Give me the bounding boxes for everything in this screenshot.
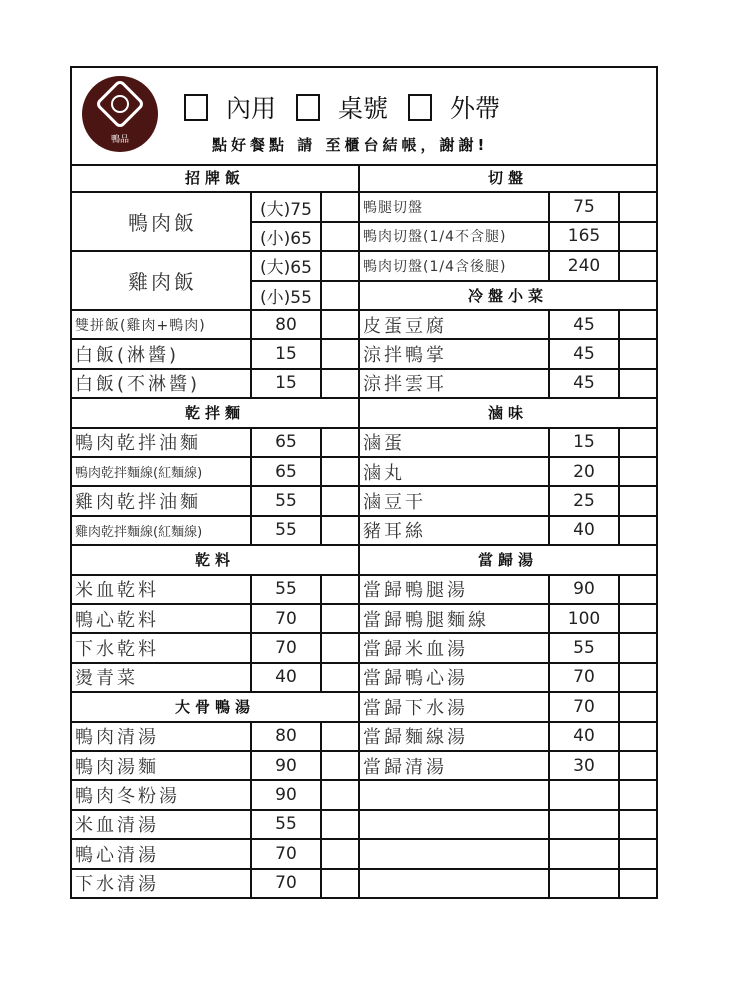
menu-item-name: 豬耳絲	[363, 521, 426, 543]
checkbox-takeout[interactable]	[408, 94, 432, 121]
checkbox-table-number[interactable]	[296, 94, 320, 121]
menu-item-name: 燙青菜	[75, 668, 138, 690]
menu-item-name: 滷丸	[363, 462, 405, 484]
menu-item-price: 15	[250, 340, 320, 367]
menu-item-name	[360, 811, 548, 838]
menu-item-name	[360, 840, 548, 867]
menu-item-row[interactable]	[72, 752, 358, 781]
size-price: (大)65	[250, 252, 320, 279]
option-label: 桌號	[338, 94, 389, 123]
quantity-cell[interactable]	[618, 370, 656, 397]
menu-item-price: 70	[250, 840, 320, 867]
menu-item-name	[360, 781, 548, 808]
quantity-cell[interactable]	[320, 664, 358, 691]
menu-item-price: 70	[548, 693, 618, 720]
menu-item-row[interactable]	[72, 840, 358, 869]
quantity-cell[interactable]	[320, 781, 358, 808]
menu-item-row[interactable]	[72, 517, 358, 546]
menu-item-name: 雙拼飯(雞肉+鴨肉)	[75, 317, 206, 334]
menu-item-price: 55	[250, 811, 320, 838]
menu-item-name: 白飯(不淋醬)	[75, 374, 201, 396]
menu-item-name: 雞肉飯	[128, 270, 197, 295]
menu-item-name: 鴨腿切盤	[363, 200, 423, 217]
menu-item-name: 皮蛋豆腐	[363, 315, 447, 337]
menu-item-row[interactable]	[360, 664, 656, 693]
menu-item-name: 鴨心清湯	[75, 844, 159, 866]
menu-item-row[interactable]	[72, 429, 358, 458]
menu-item-row[interactable]	[360, 752, 656, 781]
section-header	[360, 282, 656, 311]
menu-item-row[interactable]	[72, 370, 358, 399]
menu-item-name: 鴨肉冬粉湯	[75, 786, 180, 808]
quantity-cell[interactable]	[618, 693, 656, 720]
menu-item-price: 70	[250, 870, 320, 897]
quantity-cell[interactable]	[320, 193, 358, 220]
menu-item-name: 涼拌雲耳	[363, 374, 447, 396]
menu-item-group	[72, 252, 250, 311]
quantity-cell[interactable]	[618, 811, 656, 838]
size-price: (小)55	[250, 282, 320, 309]
section-title: 切盤	[487, 169, 528, 188]
menu-item-price	[548, 840, 618, 867]
menu-item-name: 雞肉乾拌麵線(紅麵線)	[75, 524, 203, 540]
menu-item-row[interactable]	[360, 723, 656, 752]
menu-item-row[interactable]	[360, 193, 656, 222]
menu-item-row[interactable]	[360, 223, 656, 252]
menu-item-row[interactable]	[360, 458, 656, 487]
size-price: (小)65	[250, 223, 320, 250]
quantity-cell[interactable]	[320, 870, 358, 897]
menu-item-price	[548, 781, 618, 808]
quantity-cell[interactable]	[320, 840, 358, 867]
menu-item-price: 30	[548, 752, 618, 779]
menu-item-price: 40	[250, 664, 320, 691]
menu-item-row[interactable]	[360, 340, 656, 369]
menu-item-name: 當歸鴨腿麵線	[363, 609, 489, 631]
menu-item-price: 55	[548, 634, 618, 661]
menu-item-name: 鴨肉切盤(1/4含後腿)	[363, 258, 507, 275]
option-table-number[interactable]	[296, 89, 388, 125]
menu-item-price: 100	[548, 605, 618, 632]
empty-row[interactable]	[360, 781, 656, 810]
quantity-cell[interactable]	[618, 723, 656, 750]
menu-item-row[interactable]	[72, 781, 358, 810]
option-dine-in[interactable]	[184, 89, 276, 125]
quantity-cell[interactable]	[618, 870, 656, 897]
quantity-cell[interactable]	[618, 634, 656, 661]
dining-options	[184, 90, 520, 124]
sheet-header	[72, 68, 656, 166]
size-price: (大)75	[250, 193, 320, 220]
section-title: 大骨鴨湯	[174, 698, 255, 717]
empty-row[interactable]	[360, 811, 656, 840]
menu-item-price: 240	[548, 252, 618, 279]
empty-row[interactable]	[360, 840, 656, 869]
duck-logo-icon	[95, 79, 146, 130]
menu-item-price: 70	[250, 605, 320, 632]
section-title: 當歸湯	[477, 551, 538, 570]
section-header	[360, 399, 656, 428]
menu-item-name: 當歸清湯	[363, 756, 447, 778]
quantity-cell[interactable]	[320, 252, 358, 279]
quantity-cell[interactable]	[320, 576, 358, 603]
menu-item-row[interactable]	[360, 634, 656, 663]
quantity-cell[interactable]	[618, 664, 656, 691]
menu-item-row[interactable]	[72, 458, 358, 487]
menu-item-price: 75	[548, 193, 618, 220]
quantity-cell[interactable]	[320, 282, 358, 309]
menu-item-row[interactable]	[360, 517, 656, 546]
quantity-cell[interactable]	[320, 752, 358, 779]
menu-item-name: 當歸鴨腿湯	[363, 580, 468, 602]
menu-item-row[interactable]	[360, 252, 656, 281]
menu-item-name: 滷豆干	[363, 492, 426, 514]
menu-item-price: 45	[548, 340, 618, 367]
menu-item-price: 80	[250, 311, 320, 338]
menu-item-price	[548, 870, 618, 897]
menu-size-row[interactable]	[250, 223, 358, 252]
order-sheet	[70, 66, 658, 899]
menu-item-row[interactable]	[360, 429, 656, 458]
section-title: 招牌飯	[184, 169, 245, 188]
menu-size-row[interactable]	[250, 252, 358, 281]
quantity-cell[interactable]	[320, 487, 358, 514]
menu-item-price: 65	[250, 458, 320, 485]
option-takeout[interactable]	[408, 89, 500, 125]
menu-item-row[interactable]	[72, 605, 358, 634]
section-title: 乾拌麵	[184, 404, 245, 423]
quantity-cell[interactable]	[320, 370, 358, 397]
quantity-cell[interactable]	[320, 311, 358, 338]
section-header	[72, 693, 358, 722]
section-header	[72, 546, 358, 575]
menu-item-price: 15	[548, 429, 618, 456]
menu-item-name: 雞肉乾拌油麵	[75, 492, 201, 514]
menu-item-row[interactable]	[360, 487, 656, 516]
menu-item-name	[360, 870, 548, 897]
menu-item-name: 鴨肉切盤(1/4不含腿)	[363, 229, 507, 246]
menu-item-row[interactable]	[72, 811, 358, 840]
section-title: 乾料	[194, 551, 235, 570]
quantity-cell[interactable]	[618, 781, 656, 808]
section-header	[360, 546, 656, 575]
quantity-cell[interactable]	[320, 811, 358, 838]
menu-item-name: 鴨肉湯麵	[75, 756, 159, 778]
section-header	[72, 399, 358, 428]
section-header	[72, 164, 358, 193]
menu-item-row[interactable]	[360, 605, 656, 634]
option-label: 外帶	[450, 94, 501, 123]
column-divider	[358, 164, 360, 899]
menu-item-row[interactable]	[72, 487, 358, 516]
brand-text: 鴨品	[110, 135, 129, 145]
quantity-cell[interactable]	[320, 458, 358, 485]
menu-item-name: 白飯(淋醬)	[75, 345, 180, 367]
menu-item-price: 90	[250, 781, 320, 808]
menu-item-name: 鴨肉乾拌油麵	[75, 433, 201, 455]
checkbox-dine-in[interactable]	[184, 94, 208, 121]
menu-item-row[interactable]	[72, 870, 358, 899]
menu-item-price: 90	[548, 576, 618, 603]
checkout-notice: 點好餐點 請 至櫃台結帳，謝謝!	[212, 136, 489, 154]
menu-item-price: 90	[250, 752, 320, 779]
menu-item-name: 下水清湯	[75, 874, 159, 896]
brand-logo	[82, 76, 158, 152]
menu-item-price: 20	[548, 458, 618, 485]
menu-item-name: 滷蛋	[363, 433, 405, 455]
menu-item-row[interactable]	[72, 311, 358, 340]
menu-item-name: 當歸鴨心湯	[363, 668, 468, 690]
quantity-cell[interactable]	[320, 517, 358, 544]
section-title: 滷味	[487, 404, 528, 423]
quantity-cell[interactable]	[618, 840, 656, 867]
menu-item-name: 米血乾料	[75, 580, 159, 602]
quantity-cell[interactable]	[618, 252, 656, 279]
section-header	[360, 164, 656, 193]
quantity-cell[interactable]	[618, 193, 656, 220]
quantity-cell[interactable]	[320, 429, 358, 456]
menu-item-price: 40	[548, 517, 618, 544]
menu-item-row[interactable]	[360, 311, 656, 340]
menu-item-price: 25	[548, 487, 618, 514]
menu-item-row[interactable]	[72, 340, 358, 369]
quantity-cell[interactable]	[320, 634, 358, 661]
menu-item-price: 165	[548, 223, 618, 250]
section-title: 冷盤小菜	[467, 286, 548, 305]
menu-item-price: 65	[250, 429, 320, 456]
menu-item-row[interactable]	[72, 634, 358, 663]
quantity-cell[interactable]	[320, 340, 358, 367]
quantity-cell[interactable]	[618, 576, 656, 603]
menu-item-price: 40	[548, 723, 618, 750]
quantity-cell[interactable]	[320, 605, 358, 632]
quantity-cell[interactable]	[320, 723, 358, 750]
menu-size-row[interactable]	[250, 282, 358, 311]
empty-row[interactable]	[360, 870, 656, 899]
menu-size-row[interactable]	[250, 193, 358, 222]
quantity-cell[interactable]	[618, 223, 656, 250]
quantity-cell[interactable]	[618, 752, 656, 779]
quantity-cell[interactable]	[618, 311, 656, 338]
menu-item-name: 當歸麵線湯	[363, 727, 468, 749]
option-label: 內用	[226, 94, 277, 123]
menu-item-price: 55	[250, 487, 320, 514]
menu-item-price: 55	[250, 576, 320, 603]
menu-item-price: 15	[250, 370, 320, 397]
menu-item-price: 45	[548, 370, 618, 397]
menu-item-row[interactable]	[360, 576, 656, 605]
menu-item-price: 80	[250, 723, 320, 750]
menu-item-price	[548, 811, 618, 838]
quantity-cell[interactable]	[618, 517, 656, 544]
menu-item-price: 55	[250, 517, 320, 544]
menu-item-price: 70	[250, 634, 320, 661]
quantity-cell[interactable]	[618, 340, 656, 367]
quantity-cell[interactable]	[618, 458, 656, 485]
menu-item-name: 下水乾料	[75, 639, 159, 661]
menu-item-row[interactable]	[360, 370, 656, 399]
menu-item-row[interactable]	[360, 693, 656, 722]
menu-item-row[interactable]	[72, 723, 358, 752]
menu-item-name: 鴨肉飯	[128, 211, 197, 236]
menu-item-row[interactable]	[72, 576, 358, 605]
quantity-cell[interactable]	[618, 429, 656, 456]
menu-item-group	[72, 193, 250, 252]
menu-item-name: 鴨肉乾拌麵線(紅麵線)	[75, 466, 203, 482]
menu-item-name: 鴨肉清湯	[75, 727, 159, 749]
quantity-cell[interactable]	[618, 605, 656, 632]
menu-item-price: 70	[548, 664, 618, 691]
menu-item-name: 米血清湯	[75, 815, 159, 837]
menu-item-name: 當歸米血湯	[363, 639, 468, 661]
menu-item-price: 45	[548, 311, 618, 338]
menu-item-name: 鴨心乾料	[75, 609, 159, 631]
menu-item-row[interactable]	[72, 664, 358, 693]
menu-item-name: 涼拌鴨掌	[363, 345, 447, 367]
menu-item-name: 當歸下水湯	[363, 697, 468, 719]
quantity-cell[interactable]	[320, 223, 358, 250]
quantity-cell[interactable]	[618, 487, 656, 514]
